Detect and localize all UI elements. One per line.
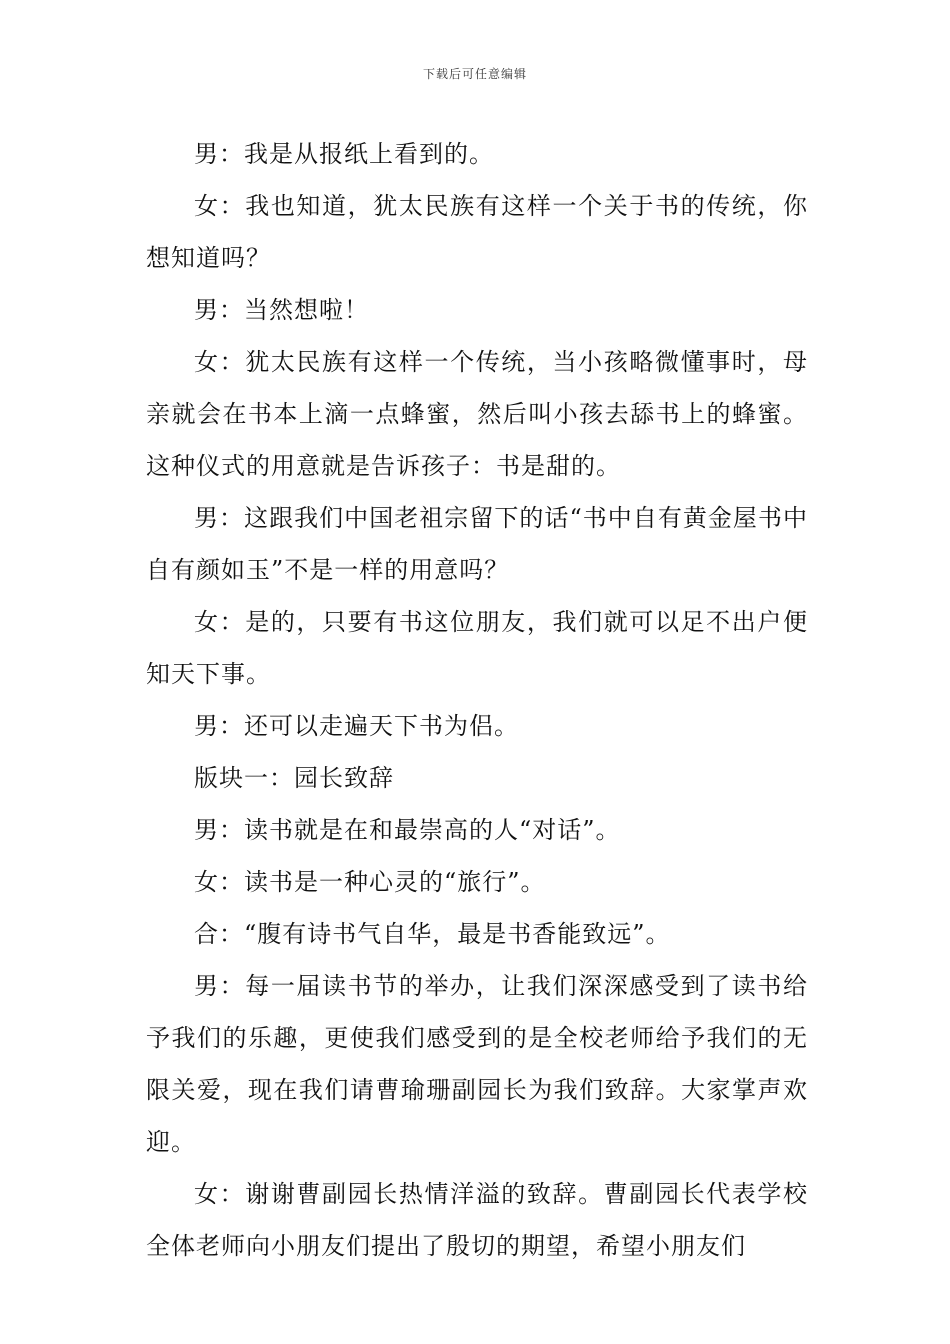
paragraph: 男：我是从报纸上看到的。	[194, 140, 494, 168]
document-body	[146, 128, 808, 1272]
paragraph: 女：谢谢曹副园长热情洋溢的致辞。曹副园长代表学校全体老师向小朋友们提出了殷切的期望，希望小朋友们	[146, 1180, 808, 1260]
paragraph: 女：犹太民族有这样一个传统，当小孩略微懂事时，母亲就会在书本上滴一点蜂蜜，然后叫小孩去舔书上的蜂蜜。这种仪式的用意就是告诉孩子：书是甜的。	[146, 348, 808, 480]
paragraph: 男：读书就是在和最崇高的人“对话”。	[194, 816, 621, 844]
paragraph: 男：每一届读书节的举办，让我们深深感受到了读书给予我们的乐趣，更使我们感受到的是全校老师给予我们的无限关爱，现在我们请曹瑜珊副园长为我们致辞。大家掌声欢迎。	[146, 972, 808, 1156]
paragraph: 女：是的，只要有书这位朋友，我们就可以足不出户便知天下事。	[146, 608, 808, 688]
paragraph: 女：读书是一种心灵的“旅行”。	[194, 868, 546, 896]
paragraph: 女：我也知道，犹太民族有这样一个关于书的传统，你想知道吗？	[146, 192, 808, 272]
paragraph: 男：这跟我们中国老祖宗留下的话“书中自有黄金屋书中自有颜如玉”不是一样的用意吗？	[146, 504, 808, 584]
section-heading: 版块一：园长致辞	[194, 764, 394, 792]
paragraph: 男：当然想啦！	[194, 296, 369, 324]
paragraph: 男：还可以走遍天下书为侣。	[194, 712, 519, 740]
paragraph: 合：“腹有诗书气自华，最是书香能致远”。	[194, 920, 671, 948]
page-header: 下载后可任意编辑	[422, 67, 527, 81]
